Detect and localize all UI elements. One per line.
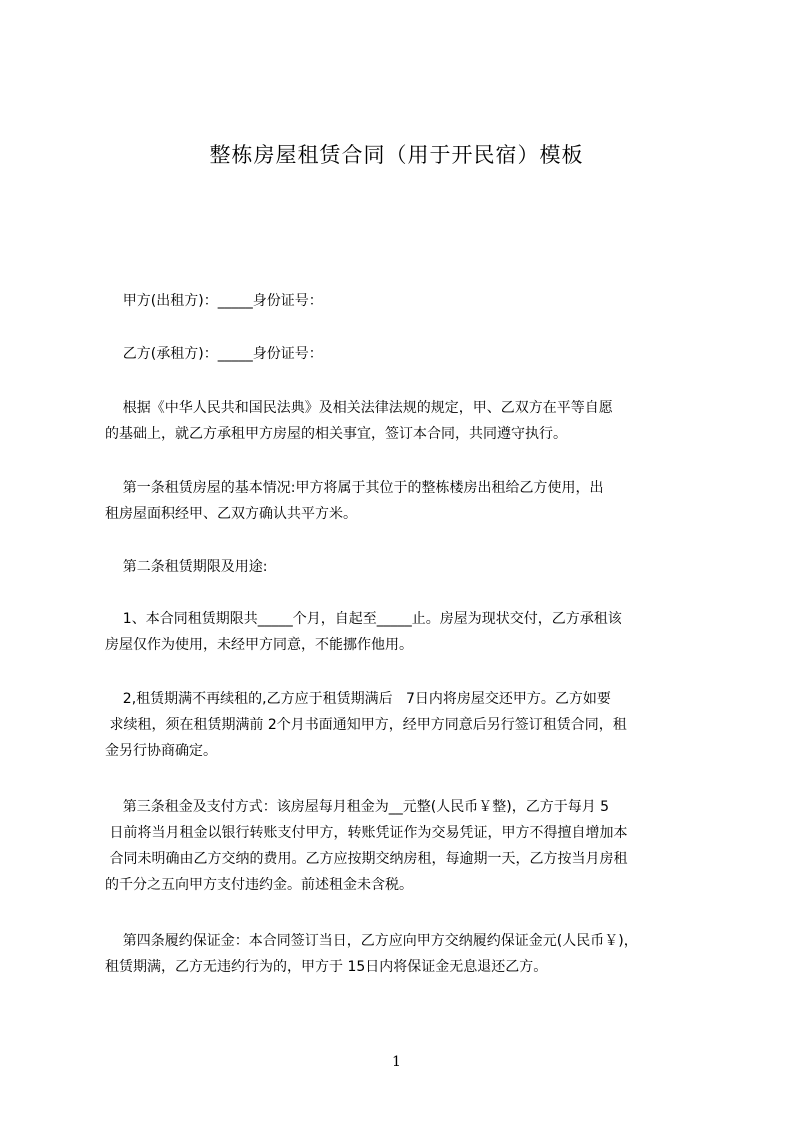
article-2-item-1 [105,606,720,658]
page-number: 1 [392,1054,401,1070]
paragraph-line: 第三条租金及支付方式：该房屋每月租金为__元整(人民币￥整)，乙方于每月 5 [105,799,610,815]
paragraph-line: 的千分之五向甲方支付违约金。前述租金未含税。 [105,877,413,893]
paragraph-line: 第二条租赁期限及用途: [105,559,268,575]
paragraph-line: 求续租，须在租赁期满前 2个月书面通知甲方，经甲方同意后另行签订租赁合同，租 [105,717,627,733]
paragraph-line: 合同未明确由乙方交纳的费用。乙方应按期交纳房租，每逾期一天，乙方按当月房租 [105,851,628,867]
paragraph-line: 甲方(出租方)：_____身份证号： [105,293,323,309]
party-b-paragraph [105,341,720,367]
paragraph-line: 乙方(承租方)：_____身份证号： [105,346,323,362]
paragraph-line: 第四条履约保证金：本合同签订当日，乙方应向甲方交纳履约保证金元(人民币￥)， [105,933,638,949]
paragraph-line: 金另行协商确定。 [105,743,217,759]
paragraph-line: 的基础上，就乙方承租甲方房屋的相关事宜，签订本合同，共同遵守执行。 [105,426,567,442]
article-2-item-2 [105,686,720,764]
preamble-paragraph [105,395,720,447]
article-1-paragraph [105,475,720,527]
paragraph-line: 1、本合同租赁期限共_____个月，自起至_____止。房屋为现状交付，乙方承租该 [105,611,622,627]
paragraph-line: 房屋仅作为使用，未经甲方同意，不能挪作他用。 [105,637,413,653]
paragraph-line: 2,租赁期满不再续租的,乙方应于租赁期满后 7日内将房屋交还甲方。乙方如要 [105,691,611,707]
document-title: 整栋房屋租赁合同（用于开民宿）模板 [209,143,584,167]
paragraph-line: 第一条租赁房屋的基本情况:甲方将属于其位于的整栋楼房出租给乙方使用，出 [105,480,604,496]
paragraph-line: 日前将当月租金以银行转账支付甲方，转账凭证作为交易凭证，甲方不得擅自增加本 [105,825,628,841]
paragraph-line: 租赁期满，乙方无违约行为的，甲方于 15日内将保证金无息退还乙方。 [105,959,548,975]
article-4-paragraph [105,928,720,980]
paragraph-line: 租房屋面积经甲、乙双方确认共平方米。 [105,506,357,522]
article-3-paragraph [105,794,720,898]
party-a-paragraph [105,288,720,314]
article-2-heading [105,554,720,580]
paragraph-line: 根据《中华人民共和国民法典》及相关法律法规的规定，甲、乙双方在平等自愿 [105,400,613,416]
